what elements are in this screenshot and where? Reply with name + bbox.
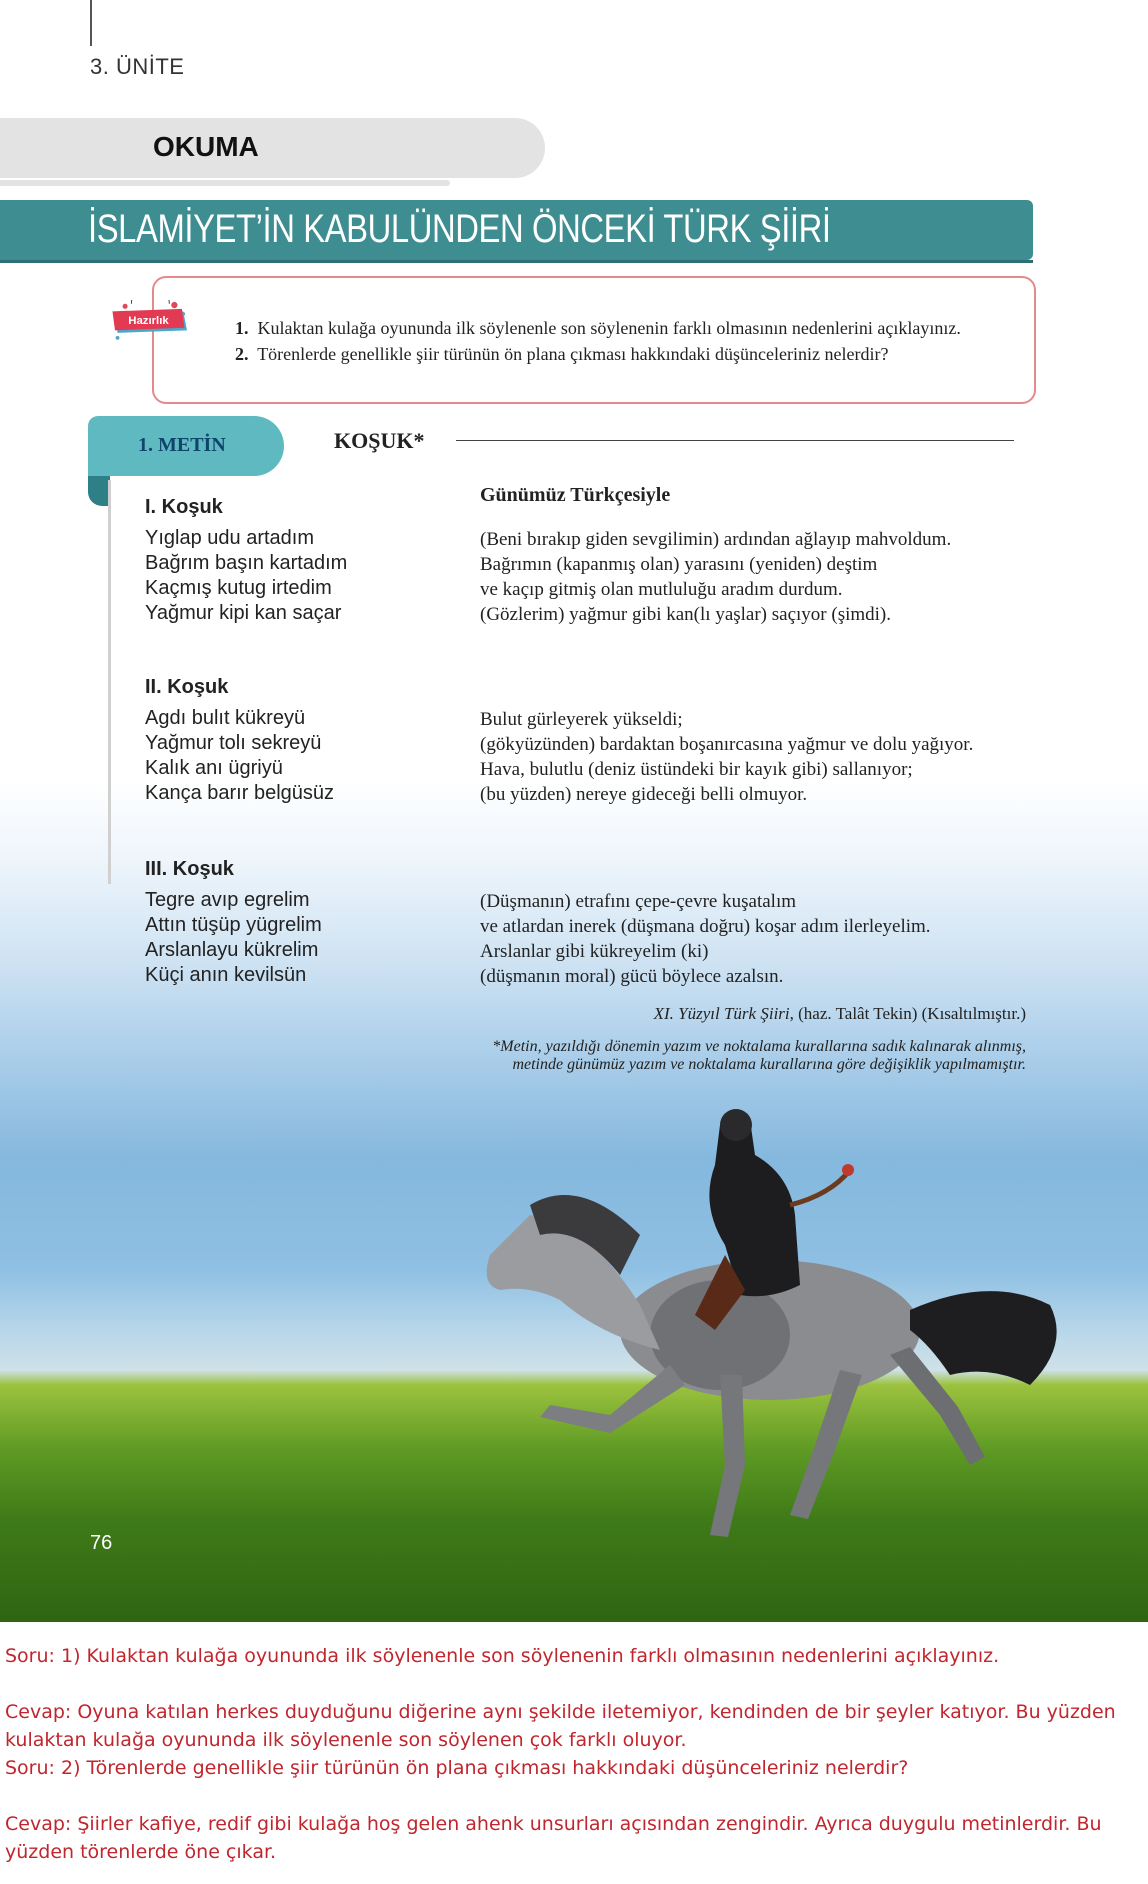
verse-line: (Gözlerim) yağmur gibi kan(lı yaşlar) saçıyor (şimdi).	[480, 604, 892, 625]
section-band	[0, 118, 545, 178]
text-side-line	[108, 480, 111, 884]
verse-line: Agdı bulıt kükreyü	[145, 707, 306, 729]
preparation-badge	[90, 300, 212, 348]
preparation-item: 2. Törenlerde genellikle şiir türünün ön plana çıkması hakkındaki düşünceleriniz nelerdir?	[235, 344, 889, 364]
footnote	[400, 1038, 1026, 1074]
arrow-fletch-icon	[842, 1164, 854, 1176]
page-title: İSLAMİYET’İN KABULÜNDEN ÖNCEKİ TÜRK ŞİİRİ	[88, 207, 831, 251]
decor-dot-icon	[116, 336, 120, 340]
verse-line: Yağmur kipi kan saçar	[145, 602, 342, 624]
stanza-heading: I. Koşuk	[145, 496, 223, 518]
bow-icon	[790, 1170, 850, 1205]
horse-leg-icon	[540, 1365, 685, 1433]
horse-leg-icon	[710, 1375, 745, 1537]
preparation-item: 1. Kulaktan kulağa oyununda ilk söylenenle son söylenenin farklı olmasının nedenlerini açıklayınız.	[235, 318, 961, 338]
answer-1-line: Cevap: Oyuna katılan herkes duyduğunu diğerine aynı şekilde iletemiyor, kendinden de bir şeyler katıyor. Bu yüzden	[5, 1701, 1116, 1723]
verse-line: Arslanlayu kükrelim	[145, 939, 319, 961]
question-1: Soru: 1) Kulaktan kulağa oyununda ilk söylenenle son söylenenin farklı olmasının nedenlerini açıklayınız.	[5, 1645, 1000, 1667]
verse-line: (gökyüzünden) bardaktan boşanırcasına yağmur ve dolu yağıyor.	[480, 734, 974, 755]
stanza-original	[145, 526, 347, 626]
verse-line: Bağrımın (kapanmış olan) yarasını (yeniden) deştim	[480, 554, 878, 575]
badge-label: Hazırlık	[128, 315, 169, 327]
title-band-shadow	[0, 260, 1033, 263]
verse-line: Bulut gürleyerek yükseldi;	[480, 709, 683, 730]
verse-line: Arslanlar gibi kükreyelim (ki)	[480, 941, 709, 962]
unit-label: 3. ÜNİTE	[90, 54, 185, 79]
question-2: Soru: 2) Törenlerde genellikle şiir türünün ön plana çıkması hakkındaki düşünceleriniz nelerdir?	[5, 1757, 909, 1779]
stanza-original	[145, 706, 334, 806]
preparation-questions	[235, 315, 961, 367]
horse-tail-icon	[910, 1291, 1057, 1385]
verse-line: Yağmur tolı sekreyü	[145, 732, 322, 754]
poem-title-rule	[456, 440, 1014, 441]
poem-title: KOŞUK*	[334, 428, 425, 453]
answer-1-line: kulaktan kulağa oyununda ilk söylenenle son söylenen çok farklı oluyor.	[5, 1729, 687, 1751]
poem-source: XI. Yüzyıl Türk Şiiri, (haz. Talât Tekin) (Kısaltılmıştır.)	[653, 1004, 1026, 1023]
top-divider-line	[90, 0, 92, 46]
verse-line: Kança barır belgüsüz	[145, 782, 335, 804]
verse-line: Bağrım başın kartadım	[145, 552, 348, 574]
stanza-modern	[480, 527, 951, 627]
section-title: OKUMA	[153, 131, 259, 162]
stanza-heading: III. Koşuk	[145, 858, 234, 880]
verse-line: (Beni bırakıp giden sevgilimin) ardından ağlayıp mahvoldum.	[480, 529, 952, 550]
verse-line: ve kaçıp gitmiş olan mutluluğu aradım durdum.	[480, 579, 843, 600]
text-tab-fold	[88, 476, 110, 506]
horse-rider-illustration	[470, 1085, 1090, 1555]
text-tab-label: 1. METİN	[138, 434, 226, 456]
verse-line: Kalık anı ügriyü	[145, 757, 283, 779]
verse-line: Yıglap udu artadım	[145, 527, 314, 549]
verse-line: Attın tüşüp yügrelim	[145, 914, 322, 936]
footnote-line: *Metin, yazıldığı dönemin yazım ve noktalama kurallarına sadık kalınarak alınmış,	[492, 1038, 1026, 1055]
verse-line: ve atlardan inerek (düşmana doğru) koşar adım ilerleyelim.	[480, 916, 931, 937]
verse-line: Tegre avıp egrelim	[145, 889, 310, 911]
verse-line: (düşmanın moral) gücü böylece azalsın.	[480, 966, 784, 987]
section-band-underline	[0, 180, 450, 186]
page-number: 76	[90, 1532, 113, 1554]
stanza-modern	[480, 707, 973, 807]
verse-line: Hava, bulutlu (deniz üstündeki bir kayık gibi) sallanıyor;	[480, 759, 913, 780]
verse-line: (bu yüzden) nereye gideceği belli olmuyor.	[480, 784, 808, 805]
decor-arc-icon	[131, 300, 169, 304]
stanza-heading: II. Koşuk	[145, 676, 229, 698]
answer-2-line: yüzden törenlerde öne çıkar.	[5, 1841, 277, 1863]
stanza-modern	[480, 889, 931, 989]
answer-2-line: Cevap: Şiirler kafiye, redif gibi kulağa hoş gelen ahenk unsurları açısından zengindir. Ayrıca duygulu metinlerdir. Bu	[5, 1813, 1102, 1835]
verse-line: (Düşmanın) etrafını çepe-çevre kuşatalım	[480, 891, 796, 912]
modern-turkish-heading: Günümüz Türkçesiyle	[480, 484, 671, 506]
decor-dot-icon	[123, 304, 128, 309]
verse-line: Kaçmış kutug irtedim	[145, 577, 332, 599]
decor-dot-icon	[171, 302, 177, 308]
stanza-original	[145, 888, 322, 988]
footnote-line: metinde günümüz yazım ve noktalama kurallarına göre değişiklik yapılmamıştır.	[512, 1056, 1026, 1073]
verse-line: Küçi anın kevilsün	[145, 964, 307, 986]
rider-head-icon	[720, 1109, 752, 1141]
